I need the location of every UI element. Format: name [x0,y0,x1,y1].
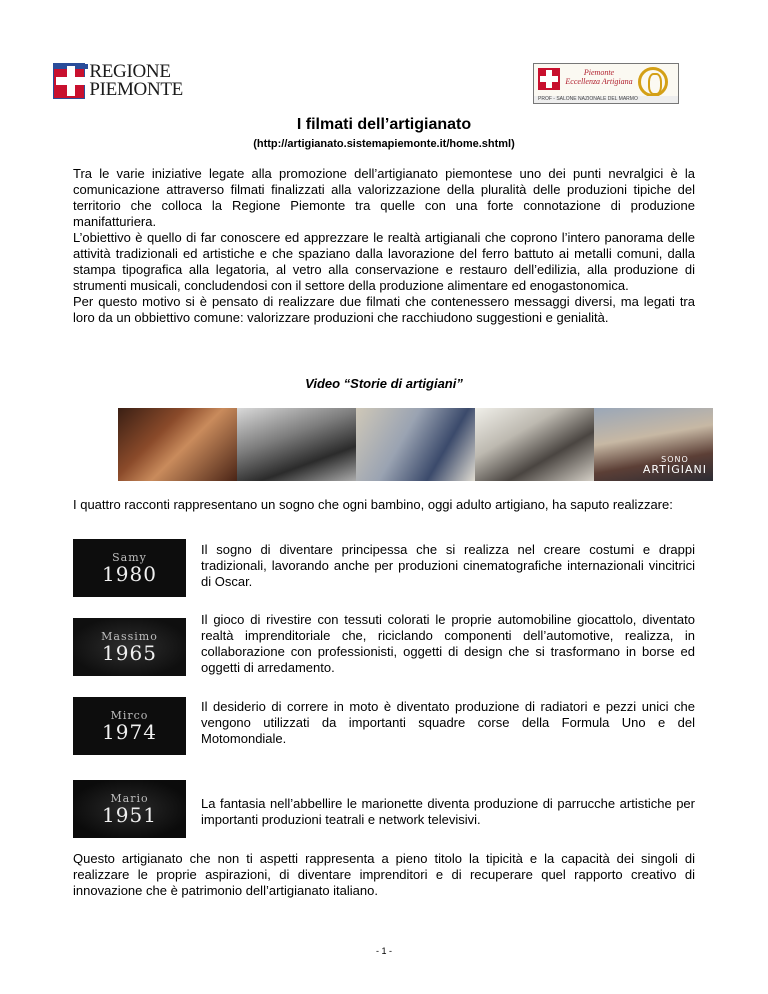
film-frame-costumes [118,408,237,481]
story-text-samy: Il sogno di diventare principessa che si realizza nel creare costumi e drappi tradizionali, lavorando anche per produzioni cinematografiche internazionali vincitrici di Oscar. [201,542,695,589]
story-text-mirco: Il desiderio di correre in moto è diventato produzione di radiatori e pezzi unici che vengono utilizzati da importanti squadre corse della Formula Uno e del Motomondiale. [201,699,695,746]
film-frame-welder [356,408,475,481]
stories-lead-text: I quattro racconti rappresentano un sogno che ogni bambino, oggi adulto artigiano, ha saputo realizzare: [73,497,673,512]
intro-paragraph: Per questo motivo si è pensato di realizzare due filmati che contenessero messaggi diversi, ma legati tra loro da un obbiettivo comune: valorizzare produzioni che racchiudono suggestioni e genialità. [73,294,695,325]
page-number: - 1 - [375,946,392,956]
intro-paragraph: L’obiettivo è quello di far conoscere ed apprezzare le realtà artigianali che coprono l’intero panorama delle attività tradizionali ed artistiche e che spaziano dalla lavorazione del ferro battuto ai metalli comuni, dalla stampa tipografica alla legatoria, al vetro alla conservazione e restauro dell’edilizia, alla produzione di strumenti musicali, concludendosi con il settore della produzione alimentare ed enogastonomica. [73,230,695,293]
story-text-mario: La fantasia nell’abbellire le marionette diventa produzione di parrucche artistiche per importanti produzioni teatrali e network televisivi. [201,796,695,827]
eccellenza-artigiana-logo [533,63,679,104]
story-card-name: Mirco [110,709,149,722]
source-url[interactable]: (http://artigianato.sistemapiemonte.it/home.shtml) [253,138,515,150]
video-film-strip [118,408,713,481]
sono-artigiani-caption: SONO ARTIGIANI [642,455,707,476]
story-card-name: Massimo [101,630,158,643]
story-card-year: 1951 [102,803,157,827]
story-text-massimo: Il gioco di rivestire con tessuti colorati le proprie automobiline giocattolo, diventato realtà imprenditoriale che, riciclando componenti dell’automotive, realizza, in collaborazione con professionisti, oggetti di design che si trasformano in borse ed oggetti di arredamento. [201,612,695,675]
story-card-samy [73,539,186,597]
story-card-year: 1980 [102,562,157,586]
regione-piemonte-wordmark: REGIONE PIEMONTE [89,61,183,100]
film-frame-wigs [475,408,594,481]
logo-caption: PROF - SALONE NAZIONALE DEL MARMO [534,96,678,103]
regione-piemonte-logo [53,62,183,100]
piemonte-shield-icon [538,68,560,90]
story-card-massimo [73,618,186,676]
story-card-mirco [73,697,186,755]
intro-text [73,166,695,326]
film-frame-workshop [237,408,356,481]
page-title: I filmati dell’artigianato [296,116,472,133]
story-card-mario [73,780,186,838]
eccellenza-artigiana-wordmark: Piemonte Eccellenza Artigiana [565,68,633,86]
gold-emblem-icon [638,67,668,97]
piemonte-flag-icon [53,63,85,99]
video-title: Video “Storie di artigiani” [305,376,463,391]
story-card-year: 1965 [102,641,157,665]
closing-text: Questo artigianato che non ti aspetti rappresenta a pieno titolo la tipicità e la capacità dei singoli di realizzare le proprie aspirazioni, di diventare imprenditori e di recuperare quel rapporto creativo di innovazione che è patrimonio dell’artigianato italiano. [73,851,695,898]
story-card-name: Samy [112,551,147,564]
intro-paragraph: Tra le varie iniziative legate alla promozione dell’artigianato piemontese uno dei punti nevralgici è la comunicazione attraverso filmati finalizzati alla valorizzazione della pluralità delle produzioni tipiche del territorio che colloca la Regione Piemonte tra quelle con una forte connotazione di produzione manifatturiera. [73,166,695,229]
story-card-year: 1974 [102,720,157,744]
story-card-name: Mario [110,792,149,805]
film-frame-artisans-group [594,408,713,481]
